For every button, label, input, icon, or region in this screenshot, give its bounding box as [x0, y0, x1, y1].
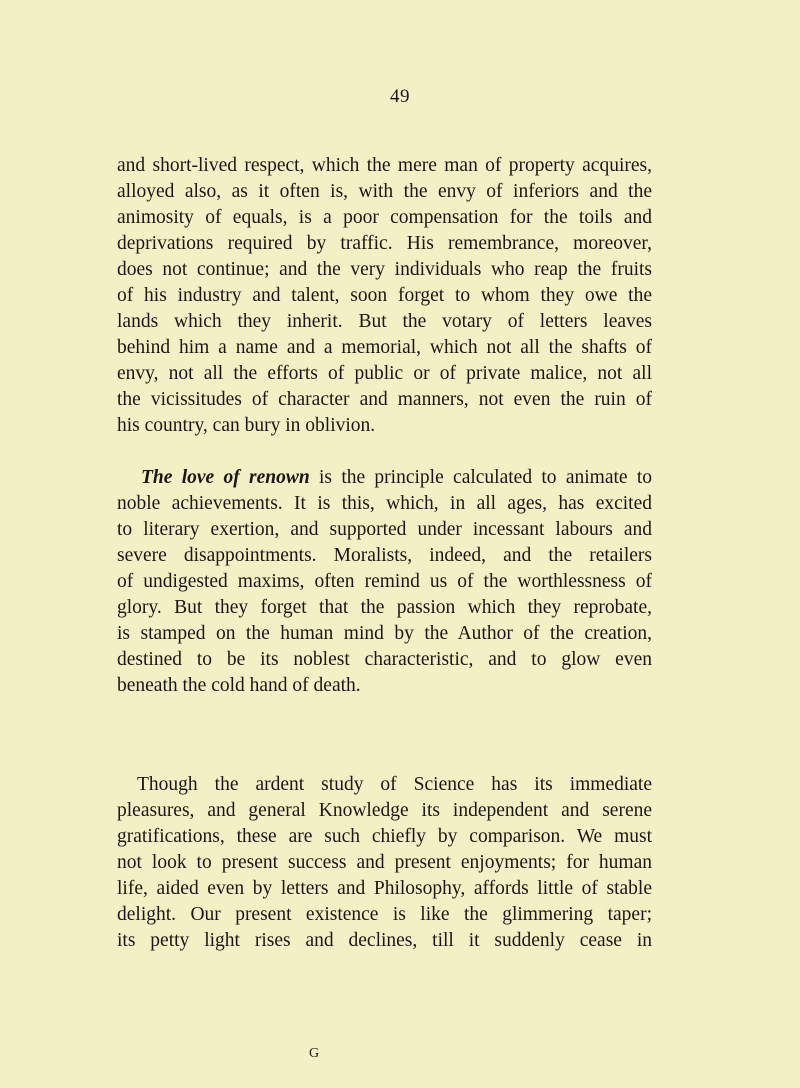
text-line: alloyed also, as it often is, with the envy of inferiors and the	[117, 181, 652, 202]
text-line: is stamped on the human mind by the Author of the creation,	[117, 623, 652, 644]
text-line: noble achievements. It is this, which, in all ages, has excited	[117, 493, 652, 514]
text-line: envy, not all the efforts of public or of private malice, not all	[117, 363, 652, 384]
text-line: beneath the cold hand of death.	[117, 675, 361, 696]
text-line: glory. But they forget that the passion which they reprobate,	[117, 597, 652, 618]
paragraph-3	[117, 772, 652, 954]
paragraph-2	[117, 465, 652, 699]
text-line: lands which they inherit. But the votary of letters leaves	[117, 311, 652, 332]
text-line: severe disappointments. Moralists, indeed, and the retailers	[117, 545, 652, 566]
text-line: not look to present success and present enjoyments; for human	[117, 852, 652, 873]
text-line: the vicissitudes of character and manners, not even the ruin of	[117, 389, 652, 410]
text-line: animosity of equals, is a poor compensation for the toils and	[117, 207, 652, 228]
text-line: its petty light rises and declines, till it suddenly cease in	[117, 930, 652, 951]
text-line: life, aided even by letters and Philosophy, affords little of stable	[117, 878, 652, 899]
text-line: behind him a name and a memorial, which not all the shafts of	[117, 337, 652, 358]
text-line-rest: is the principle calculated to animate to	[309, 467, 653, 488]
paragraph-1	[117, 153, 652, 439]
text-line: and short-lived respect, which the mere man of property acquires,	[117, 155, 652, 176]
text-line: delight. Our present existence is like the glimmering taper;	[117, 904, 652, 925]
text-line: pleasures, and general Knowledge its independent and serene	[117, 800, 652, 821]
text-line: destined to be its noblest characteristic, and to glow even	[117, 649, 652, 670]
text-line: of undigested maxims, often remind us of the worthlessness of	[117, 571, 652, 592]
page-number: 49	[390, 86, 410, 107]
text-line: gratifications, these are such chiefly by comparison. We must	[117, 826, 652, 847]
text-line-first	[117, 465, 652, 491]
text-line: deprivations required by traffic. His remembrance, moreover,	[117, 233, 652, 254]
text-line: of his industry and talent, soon forget to whom they owe the	[117, 285, 652, 306]
text-line: his country, can bury in oblivion.	[117, 415, 376, 436]
text-line: to literary exertion, and supported under incessant labours and	[117, 519, 652, 540]
text-line: Though the ardent study of Science has its immediate	[137, 774, 652, 795]
signature-mark: G	[309, 1046, 321, 1061]
text-line: does not continue; and the very individuals who reap the fruits	[117, 259, 652, 280]
emphasized-phrase: The love of renown	[141, 467, 310, 488]
